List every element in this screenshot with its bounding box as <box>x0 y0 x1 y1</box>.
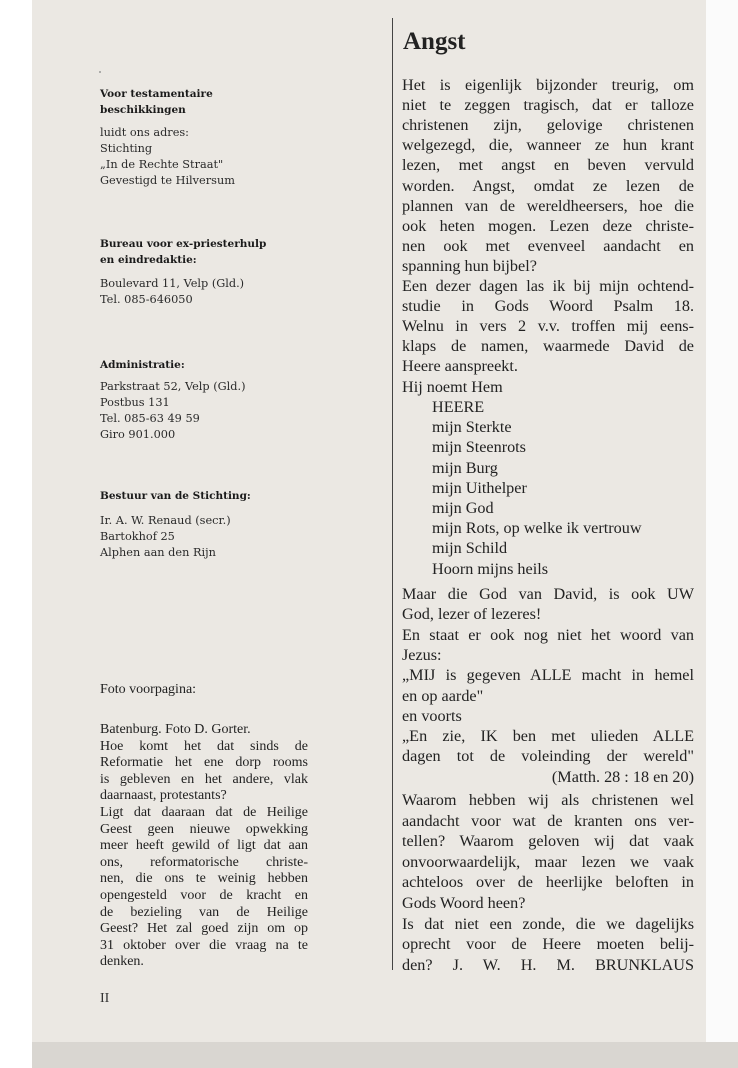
article-line: (Matth. 28 : 18 en 20) <box>551 767 694 786</box>
scan-bottom-edge <box>32 1042 738 1068</box>
section-heading: Bestuur van de Stichting: <box>100 490 251 502</box>
caption-line: is gebleven en het andere, vlak <box>100 771 308 787</box>
article-line: tellen? Waarom geloven wij dat vaak <box>402 832 694 851</box>
caption-line: de bezieling van de Heilige <box>100 904 308 920</box>
address-line: Gevestigd te Hilversum <box>100 174 235 187</box>
caption-line: Batenburg. Foto D. Gorter. <box>100 722 251 737</box>
page-number: II <box>100 991 110 1006</box>
divine-name-line: Hoorn mijns heils <box>432 559 549 578</box>
divine-name-line: mijn Sterkte <box>432 418 512 437</box>
article-line: achteloos over de heerlijke beloften in <box>402 873 694 892</box>
address-line: Bartokhof 25 <box>100 530 175 543</box>
address-line: Parkstraat 52, Velp (Gld.) <box>100 380 246 393</box>
caption-line: 31 oktober over die vraag na te <box>100 937 308 953</box>
address-line: Stichting <box>100 142 153 155</box>
address-line: Postbus 131 <box>100 396 170 409</box>
caption-line: Geest? Het zal goed zijn om op <box>100 921 308 937</box>
article-line: nen ook met evenveel aandacht en <box>402 236 694 255</box>
article-line: En staat er ook nog niet het woord van <box>402 625 694 644</box>
article-line: en op aarde" <box>402 686 484 705</box>
divine-name-line: mijn Uithelper <box>432 478 527 497</box>
article-line: studie in Gods Woord Psalm 18. <box>402 297 694 316</box>
address-line: Giro 901.000 <box>100 428 176 441</box>
caption-line: Reformatie het ene dorp rooms <box>100 755 308 771</box>
article-line: „En zie, IK ben met ulieden ALLE <box>402 727 694 746</box>
caption-line: Hoe komt het dat sinds de <box>100 738 308 754</box>
section-heading: en eindredaktie: <box>100 254 197 266</box>
article-line: Een dezer dagen las ik bij mijn ochtend- <box>402 277 694 295</box>
address-line: Tel. 085-646050 <box>100 293 193 306</box>
article-line: Maar die God van David, is ook UW <box>402 585 694 603</box>
column-divider <box>392 18 393 970</box>
article-line: aandacht voor wat de kranten ons ver- <box>402 811 694 830</box>
address-line: Tel. 085-63 49 59 <box>100 412 200 425</box>
article-line: Jezus: <box>402 645 442 664</box>
article-line: spanning hun bijbel? <box>402 256 537 275</box>
section-heading: Administratie: <box>100 359 185 371</box>
divine-name-line: HEERE <box>432 398 485 416</box>
divine-name-line: mijn God <box>432 499 494 517</box>
divine-name-line: mijn Burg <box>432 458 498 477</box>
speck <box>99 71 101 73</box>
article-line: ook heten mogen. Lezen deze christe- <box>402 216 694 235</box>
caption-line: opengesteld voor de kracht en <box>100 888 308 903</box>
article-line: klaps de namen, waarmede David de <box>402 337 694 356</box>
caption-line: meer heeft gewild of ligt dat aan <box>100 838 308 854</box>
article-line: Waarom hebben wij als christenen wel <box>402 791 694 809</box>
article-line: Het is eigenlijk bijzonder treurig, om <box>402 76 694 94</box>
divine-name-line: mijn Rots, op welke ik vertrouw <box>432 519 642 538</box>
article-line: Is dat niet een zonde, die we dagelijks <box>402 914 694 933</box>
divine-name-line: mijn Steenrots <box>432 438 526 457</box>
article-line: christenen zijn, gelovige christenen <box>402 116 694 135</box>
article-line: Heere aanspreekt. <box>402 357 518 376</box>
article-line: „MIJ is gegeven ALLE macht in hemel <box>402 666 694 685</box>
article-line: plannen van de wereldheersers, hoe die <box>402 196 694 215</box>
article-line: den? J. W. H. M. BRUNKLAUS <box>402 955 694 974</box>
article-line: Gods Woord heen? <box>402 894 526 912</box>
article-line: Welnu in vers 2 v.v. troffen mij eens- <box>402 317 694 336</box>
caption-line: denken. <box>100 954 144 970</box>
caption-heading: Foto voorpagina: <box>100 682 197 697</box>
scan-margin <box>706 0 738 1068</box>
section-heading: Voor testamentaire <box>100 88 213 100</box>
caption-line: Geest geen nieuwe opwekking <box>100 821 308 837</box>
section-heading: Bureau voor ex-priesterhulp <box>100 238 267 250</box>
article-line: niet te zeggen tragisch, dat er talloze <box>402 96 694 115</box>
divine-name-line: mijn Schild <box>432 539 508 558</box>
address-line: Boulevard 11, Velp (Gld.) <box>100 277 245 290</box>
caption-line: Ligt dat daaraan dat de Heilige <box>100 805 308 820</box>
article-line: onvoorwaardelijk, maar lezen we vaak <box>402 852 694 871</box>
article-line: lezen, met angst en beven vervuld <box>402 156 694 175</box>
article-line: oprecht voor de Heere moeten belij- <box>402 935 694 954</box>
caption-line: nen, die ons te weinig hebben <box>100 871 308 887</box>
address-line: Alphen aan den Rijn <box>100 546 216 559</box>
address-line: Ir. A. W. Renaud (secr.) <box>100 514 231 527</box>
address-line: „In de Rechte Straat" <box>100 158 224 171</box>
article-line: worden. Angst, omdat ze lezen de <box>402 176 694 195</box>
article-line: God, lezer of lezeres! <box>402 605 542 624</box>
section-heading: beschikkingen <box>100 104 186 116</box>
article-line: dagen tot de voleinding der wereld" <box>402 747 694 766</box>
caption-line: daarnaast, protestants? <box>100 788 227 804</box>
address-line: luidt ons adres: <box>100 126 189 139</box>
article-line: en voorts <box>402 706 462 725</box>
article-title: Angst <box>403 28 466 55</box>
article-line: welgezegd, die, wanneer ze hun krant <box>402 136 694 155</box>
article-line: Hij noemt Hem <box>402 377 503 396</box>
caption-line: ons, reformatorische christe- <box>100 854 308 870</box>
